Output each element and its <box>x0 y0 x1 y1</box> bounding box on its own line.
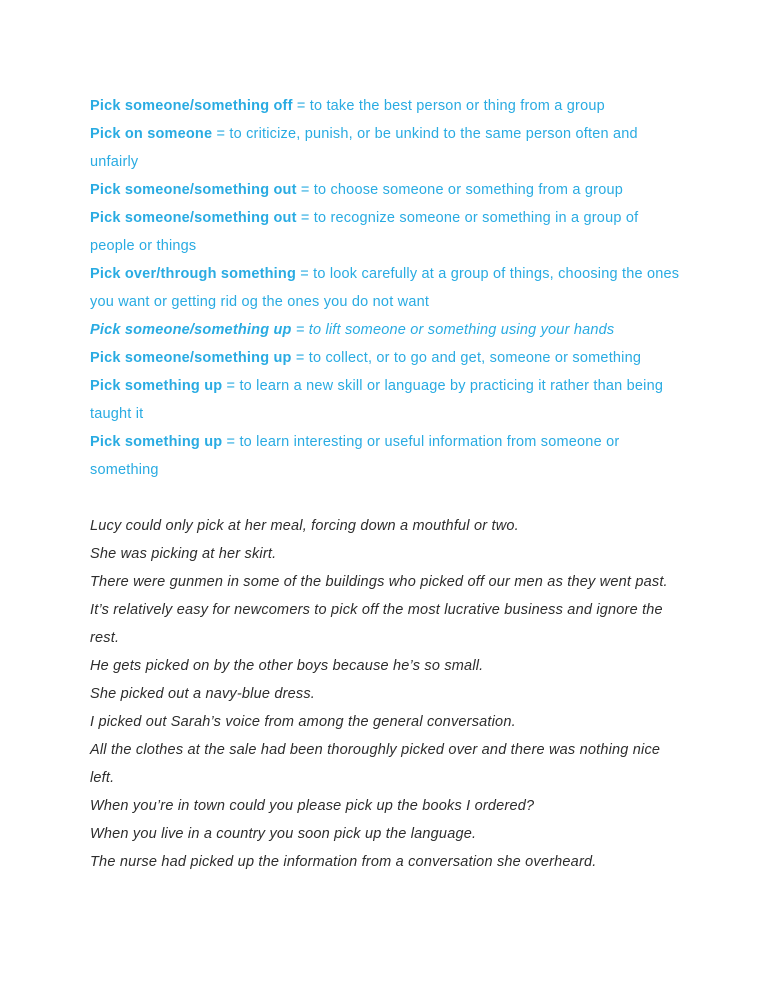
example-sentence: I picked out Sarah’s voice from among the general conversation. <box>90 714 516 730</box>
definition-meaning: to learn a new skill or language by practicing it rather than being taught it <box>90 378 664 422</box>
definition-item <box>90 344 682 372</box>
example-sentence: It’s relatively easy for newcomers to pick off the most lucrative business and ignore the rest. <box>90 602 663 646</box>
definition-term: Pick someone/something out <box>90 210 297 226</box>
definition-term: Pick someone/something off <box>90 98 293 114</box>
definition-term: Pick something up <box>90 378 223 394</box>
definition-meaning: to recognize someone or something in a group of people or things <box>90 210 639 254</box>
definition-term: Pick someone/something up <box>90 322 292 338</box>
definition-meaning: to choose someone or something from a group <box>313 182 623 198</box>
definition-term: Pick on someone <box>90 126 213 142</box>
definition-meaning: to look carefully at a group of things, choosing the ones you want or getting rid og the ones you do not want <box>90 266 680 310</box>
definition-separator: = <box>222 434 240 450</box>
definition-separator: = <box>296 210 314 226</box>
definition-separator: = <box>291 322 309 338</box>
example-sentence: The nurse had picked up the information from a conversation she overheard. <box>90 854 597 870</box>
definitions-section <box>90 92 682 484</box>
definition-item <box>90 260 682 316</box>
definition-meaning: to collect, or to go and get, someone or something <box>308 350 642 366</box>
definition-term: Pick something up <box>90 434 223 450</box>
definition-meaning: to criticize, punish, or be unkind to the same person often and unfairly <box>90 126 638 170</box>
example-sentence: Lucy could only pick at her meal, forcing down a mouthful or two. <box>90 518 519 534</box>
example-sentence: When you live in a country you soon pick up the language. <box>90 826 477 842</box>
definition-item <box>90 92 682 120</box>
definition-meaning: to lift someone or something using your hands <box>308 322 615 338</box>
definition-item <box>90 204 682 260</box>
example-sentence: He gets picked on by the other boys because he’s so small. <box>90 658 484 674</box>
definition-meaning: to learn interesting or useful information from someone or something <box>90 434 620 478</box>
definition-item <box>90 176 682 204</box>
definition-term: Pick someone/something up <box>90 350 292 366</box>
definition-meaning: to take the best person or thing from a group <box>309 98 605 114</box>
example-sentence: When you’re in town could you please pick up the books I ordered? <box>90 798 535 814</box>
definition-item <box>90 316 682 344</box>
example-sentence: There were gunmen in some of the buildings who picked off our men as they went past. <box>90 574 668 590</box>
definition-term: Pick someone/something out <box>90 182 297 198</box>
examples-section <box>90 512 682 876</box>
example-sentence: She was picking at her skirt. <box>90 546 277 562</box>
definition-separator: = <box>212 126 230 142</box>
definition-item <box>90 372 682 428</box>
definition-separator: = <box>296 182 314 198</box>
definition-separator: = <box>222 378 240 394</box>
example-sentence: All the clothes at the sale had been thoroughly picked over and there was nothing nice left. <box>90 742 661 786</box>
definition-term: Pick over/through something <box>90 266 297 282</box>
definition-item <box>90 428 682 484</box>
example-sentence: She picked out a navy-blue dress. <box>90 686 316 702</box>
definition-item <box>90 120 682 176</box>
definition-separator: = <box>292 98 310 114</box>
definition-separator: = <box>291 350 309 366</box>
definition-separator: = <box>296 266 314 282</box>
